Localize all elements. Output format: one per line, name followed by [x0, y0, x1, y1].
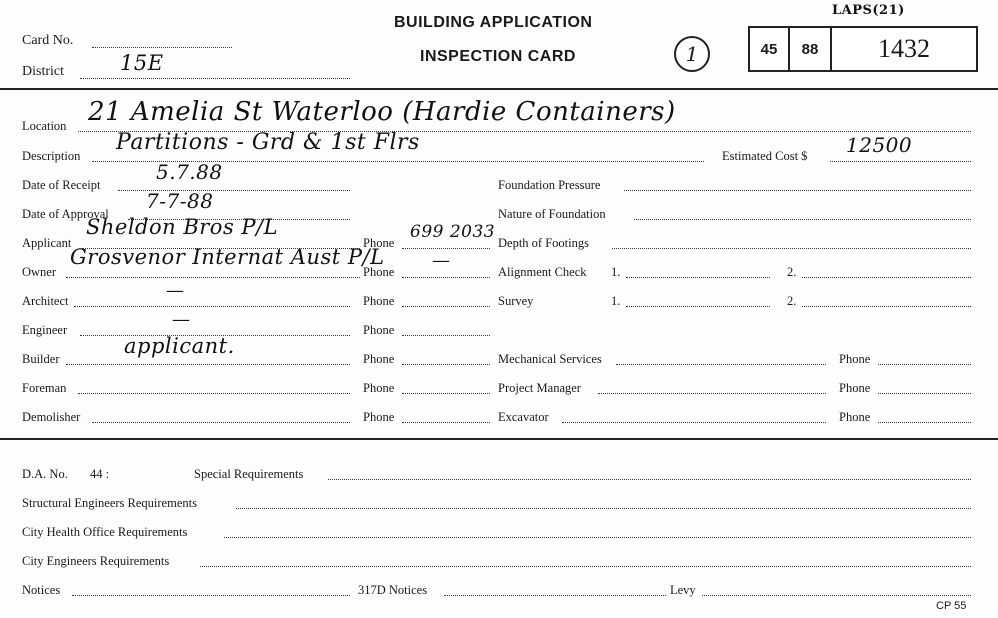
ref-box-2-text: 88 [801, 40, 819, 58]
notices-317d-label: 317D Notices [358, 583, 428, 597]
da-no-value: 44 : [90, 467, 110, 481]
circled-number-text: 1 [685, 42, 699, 66]
mechanical-phone-line [878, 364, 971, 365]
engineer-phone-label: Phone [363, 323, 395, 337]
reference-box [748, 26, 978, 72]
mechanical-line [616, 364, 826, 365]
project-manager-line [598, 393, 826, 394]
mechanical-label: Mechanical Services [498, 352, 602, 366]
demolisher-line [92, 422, 350, 423]
applicant-phone-value: 699 2033 [410, 222, 496, 242]
builder-line [66, 364, 350, 365]
project-manager-phone-line [878, 393, 971, 394]
date-approval-value: 7-7-88 [146, 189, 214, 213]
form-code: CP 55 [936, 600, 967, 612]
date-receipt-label: Date of Receipt [22, 178, 101, 192]
foreman-label: Foreman [22, 381, 67, 395]
top-note: LAPS(21) [832, 3, 905, 18]
district-value: 15E [120, 51, 164, 75]
title-line-1: BUILDING APPLICATION [394, 14, 593, 31]
title-line-2: INSPECTION CARD [420, 48, 576, 65]
nature-foundation-line [634, 219, 971, 220]
depth-footings-label: Depth of Footings [498, 236, 589, 250]
foreman-phone-label: Phone [363, 381, 395, 395]
excavator-line [562, 422, 826, 423]
survey-num-1: 1. [611, 294, 621, 308]
survey-label: Survey [498, 294, 534, 308]
applicant-value: Sheldon Bros P/L [86, 215, 279, 239]
location-label: Location [22, 119, 67, 133]
location-value: 21 Amelia St Waterloo (Hardie Containers) [88, 97, 676, 127]
health-req-line [224, 537, 971, 538]
special-req-label: Special Requirements [194, 467, 304, 481]
foundation-pressure-label: Foundation Pressure [498, 178, 601, 192]
card-no-label: Card No. [22, 33, 74, 48]
estimated-cost-label: Estimated Cost $ [722, 149, 808, 163]
nature-foundation-label: Nature of Foundation [498, 207, 606, 221]
da-no-label: D.A. No. [22, 467, 68, 481]
builder-label: Builder [22, 352, 60, 366]
notices-317d-line [444, 595, 666, 596]
architect-line [74, 306, 350, 307]
owner-value: Grosvenor Internat Aust P/L [70, 245, 385, 269]
estimated-cost-value: 12500 [846, 133, 913, 157]
district-line [80, 78, 350, 79]
applicant-label: Applicant [22, 236, 72, 250]
survey-line-2 [802, 306, 971, 307]
architect-label: Architect [22, 294, 69, 308]
alignment-line-2 [802, 277, 971, 278]
alignment-check-label: Alignment Check [498, 265, 587, 279]
middle-rule [0, 438, 998, 440]
structural-req-line [236, 508, 971, 509]
alignment-num-1: 1. [611, 265, 621, 279]
card-no-line [92, 47, 232, 48]
owner-phone-line [402, 277, 490, 278]
engineer-value: — [172, 309, 191, 330]
demolisher-phone-label: Phone [363, 410, 395, 424]
architect-phone-label: Phone [363, 294, 395, 308]
levy-label: Levy [670, 583, 696, 597]
owner-label: Owner [22, 265, 57, 279]
ref-box-cell-1 [750, 28, 788, 70]
excavator-phone-line [878, 422, 971, 423]
builder-value: applicant. [124, 334, 235, 358]
applicant-phone-line [402, 248, 490, 249]
circled-number [674, 36, 710, 72]
demolisher-phone-line [402, 422, 490, 423]
notices-line [72, 595, 350, 596]
applicant-phone-label: Phone [363, 236, 395, 250]
foreman-line [78, 393, 350, 394]
ref-box-3-text: 1432 [878, 34, 930, 63]
date-approval-label: Date of Approval [22, 207, 109, 221]
architect-value: — [166, 280, 185, 301]
estimated-cost-line [830, 161, 971, 162]
owner-phone-label: Phone [363, 265, 395, 279]
ref-box-1-text: 45 [760, 40, 778, 58]
demolisher-label: Demolisher [22, 410, 81, 424]
levy-line [702, 595, 971, 596]
foreman-phone-line [402, 393, 490, 394]
excavator-label: Excavator [498, 410, 549, 424]
special-req-line [328, 479, 971, 480]
owner-phone-value: — [432, 250, 451, 271]
mechanical-phone-label: Phone [839, 352, 871, 366]
alignment-num-2: 2. [787, 265, 797, 279]
city-eng-req-label: City Engineers Requirements [22, 554, 170, 568]
health-req-label: City Health Office Requirements [22, 525, 188, 539]
description-value: Partitions - Grd & 1st Flrs [116, 130, 420, 155]
district-label: District [22, 64, 64, 79]
structural-req-label: Structural Engineers Requirements [22, 496, 197, 510]
survey-num-2: 2. [787, 294, 797, 308]
architect-phone-line [402, 306, 490, 307]
depth-footings-line [612, 248, 971, 249]
date-receipt-value: 5.7.88 [156, 160, 223, 184]
builder-phone-line [402, 364, 490, 365]
project-manager-phone-label: Phone [839, 381, 871, 395]
alignment-line-1 [626, 277, 770, 278]
excavator-phone-label: Phone [839, 410, 871, 424]
description-label: Description [22, 149, 81, 163]
engineer-phone-line [402, 335, 490, 336]
ref-box-cell-2 [790, 28, 830, 70]
notices-label: Notices [22, 583, 61, 597]
header-rule [0, 88, 998, 90]
ref-box-cell-3 [832, 28, 976, 70]
owner-line [66, 277, 360, 278]
engineer-label: Engineer [22, 323, 68, 337]
builder-phone-label: Phone [363, 352, 395, 366]
survey-line-1 [626, 306, 770, 307]
project-manager-label: Project Manager [498, 381, 581, 395]
city-eng-req-line [200, 566, 971, 567]
foundation-pressure-line [624, 190, 971, 191]
